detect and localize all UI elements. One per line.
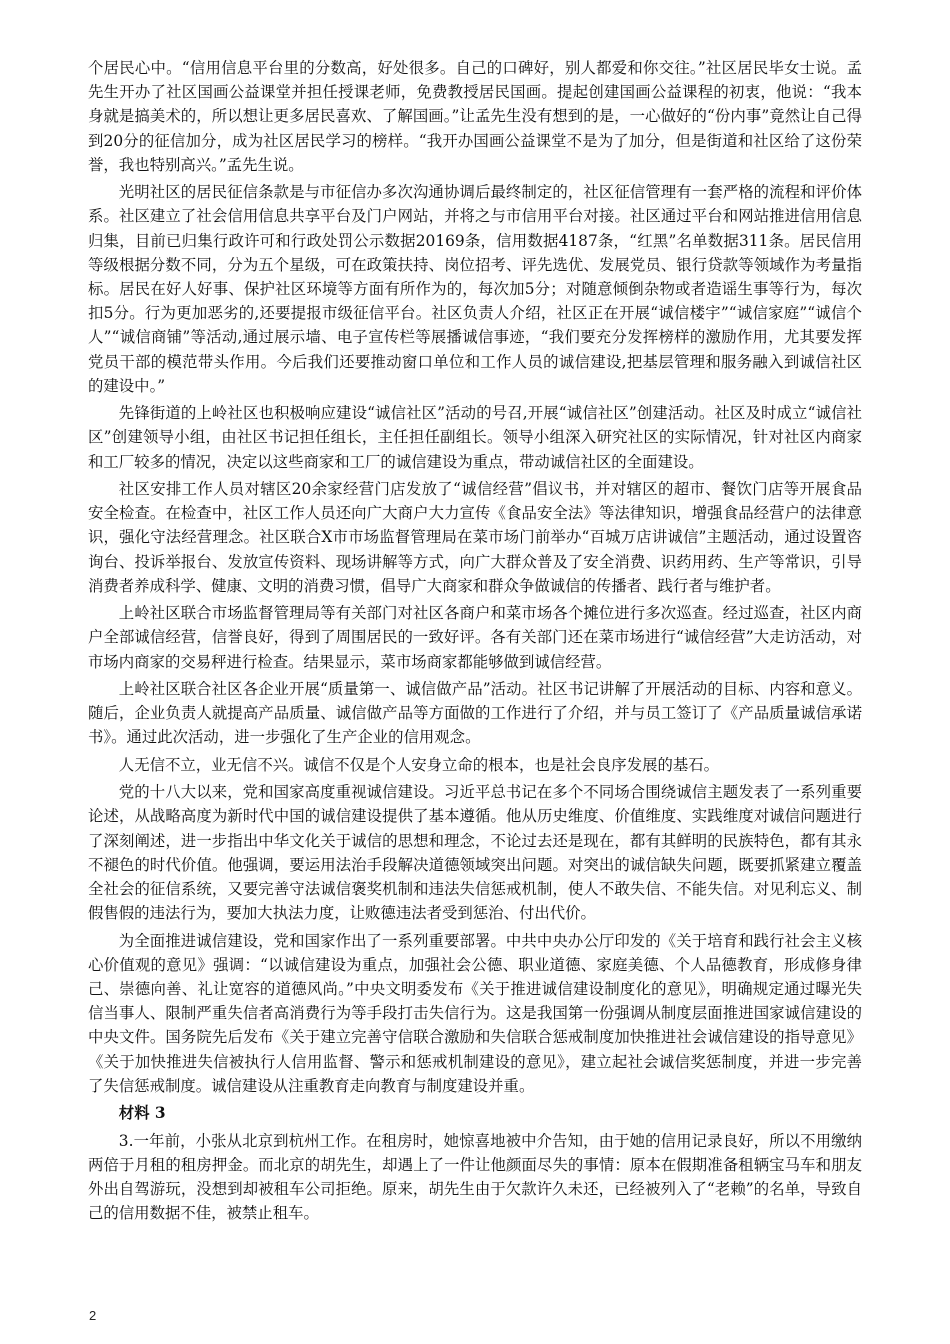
paragraph-7: 人无信不立，业无信不兴。诚信不仅是个人安身立命的根本，也是社会良序发展的基石。 xyxy=(118,755,720,774)
paragraph-1: 个居民心中。“信用信息平台里的分数高，好处很多。自己的口碑好，别人都爱和你交往。”社区居民毕女士说。孟先生开办了社区国画公益课堂并担任授课老师，免费教授居民国画。提起创建国画公益课程的初衷，他说：“我本身就是搞美术的，所以想让更多居民喜欢、了解国画。”让孟先生没有想到的是，一心做好的“份内事”竟然让自己得到20分的征信加分，成为社区居民学习的榜样。“我开办国画公益课堂不是为了加分，但是街道和社区给了这份荣誉，我也特别高兴。”孟先生说。 xyxy=(88,59,862,174)
paragraph-8: 党的十八大以来，党和国家高度重视诚信建设。习近平总书记在多个不同场合围绕诚信主题发表了一系列重要论述，从战略高度为新时代中国的诚信建设提供了基本遵循。他从历史维度、价值维度、实践维度对诚信问题进行了深刻阐述，进一步指出中华文化关于诚信的思想和理念，不论过去还是现在，都有其鲜明的民族特色，都有其永不褪色的时代价值。他强调，要运用法治手段解决道德领域突出问题。对突出的诚信缺失问题，既要抓紧建立覆盖全社会的征信系统，又要完善守法诚信褒奖机制和违法失信惩戒机制，使人不敢失信、不能失信。对见利忘义、制假售假的违法行为，要加大执法力度，让败德违法者受到惩治、付出代价。 xyxy=(88,783,862,923)
page-number: 2 xyxy=(89,1308,97,1323)
paragraph-4: 社区安排工作人员对辖区20余家经营门店发放了“诚信经营”倡议书，并对辖区的超市、餐饮门店等开展食品安全检查。在检查中，社区工作人员还向广大商户大力宣传《食品安全法》等法律知识，增强食品经营户的法律意识，强化守法经营理念。社区联合X市市场监督管理局在菜市场门前举办“百城万店讲诚信”主题活动，通过设置咨询台、投诉举报台、发放宣传资料、现场讲解等方式，向广大群众普及了安全消费、识药用药、生产等常识，引导消费者养成科学、健康、文明的消费习惯，倡导广大商家和群众争做诚信的传播者、践行者与维护者。 xyxy=(88,480,862,595)
paragraph-2: 光明社区的居民征信条款是与市征信办多次沟通协调后最终制定的，社区征信管理有一套严格的流程和评价体系。社区建立了社会信用信息共享平台及门户网站，并将之与市信用平台对接。社区通过平台和网站推进信用信息归集，目前已归集行政许可和行政处罚公示数据20169条，信用数据4187条，“红黑”名单数据311条。居民信用等级根据分数不同，分为五个星级，可在政策扶持、岗位招考、评先选优、发展党员、银行贷款等领域作为考量指标。居民在好人好事、保护社区环境等方面有所作为的，每次加5分；对随意倾倒杂物或者造谣生事等行为，每次扣5分。行为更加恶劣的,还要提报市级征信平台。社区负责人介绍，社区正在开展“诚信楼宇”“诚信家庭”“诚信个人”“诚信商铺”等活动,通过展示墙、电子宣传栏等展播诚信事迹，“我们要充分发挥榜样的激励作用，尤其要发挥党员干部的模范带头作用。今后我们还要推动窗口单位和工作人员的诚信建设,把基层管理和服务融入到诚信社区的建设中。” xyxy=(88,183,862,395)
section-heading: 材料 3 xyxy=(118,1104,166,1123)
paragraph-6: 上岭社区联合社区各企业开展“质量第一、诚信做产品”活动。社区书记讲解了开展活动的目标、内容和意义。随后，企业负责人就提高产品质量、诚信做产品等方面做的工作进行了介绍，并与员工签订了《产品质量诚信承诺书》。通过此次活动，进一步强化了生产企业的信用观念。 xyxy=(88,680,862,747)
document-body xyxy=(88,56,862,1229)
paragraph-9: 为全面推进诚信建设，党和国家作出了一系列重要部署。中共中央办公厅印发的《关于培育和践行社会主义核心价值观的意见》强调：“以诚信建设为重点，加强社会公德、职业道德、家庭美德、个人品德教育，形成修身律己、崇德向善、礼让宽容的道德风尚。”中央文明委发布《关于推进诚信建设制度化的意见》，明确规定通过曝光失信当事人、限制严重失信者高消费行为等手段打击失信行为。这是我国第一份强调从制度层面推进国家诚信建设的中央文件。国务院先后发布《关于建立完善守信联合激励和失信联合惩戒制度加快推进社会诚信建设的指导意见》《关于加快推进失信被执行人信用监督、警示和惩戒机制建设的意见》，建立起社会诚信奖惩制度，并进一步完善了失信惩戒制度。诚信建设从注重教育走向教育与制度建设并重。 xyxy=(88,931,862,1095)
paragraph-3: 先锋街道的上岭社区也积极响应建设“诚信社区”活动的号召,开展“诚信社区”创建活动。社区及时成立“诚信社区”创建领导小组，由社区书记担任组长，主任担任副组长。领导小组深入研究社区的实际情况，针对社区内商家和工厂较多的情况，决定以这些商家和工厂的诚信建设为重点，带动诚信社区的全面建设。 xyxy=(88,404,862,471)
paragraph-5: 上岭社区联合市场监督管理局等有关部门对社区各商户和菜市场各个摊位进行多次巡查。经过巡查，社区内商户全部诚信经营，信誉良好，得到了周围居民的一致好评。各有关部门还在菜市场进行“诚信经营”大走访活动，对市场内商家的交易秤进行检查。结果显示，菜市场商家都能够做到诚信经营。 xyxy=(88,604,862,671)
paragraph-10: 3.一年前，小张从北京到杭州工作。在租房时，她惊喜地被中介告知，由于她的信用记录良好，所以不用缴纳两倍于月租的租房押金。而北京的胡先生，却遇上了一件让他颜面尽失的事情：原本在假期准备租辆宝马车和朋友外出自驾游玩，没想到却被租车公司拒绝。原来，胡先生由于欠款许久未还，已经被列入了“老赖”的名单，导致自己的信用数据不佳，被禁止租车。 xyxy=(88,1131,862,1223)
